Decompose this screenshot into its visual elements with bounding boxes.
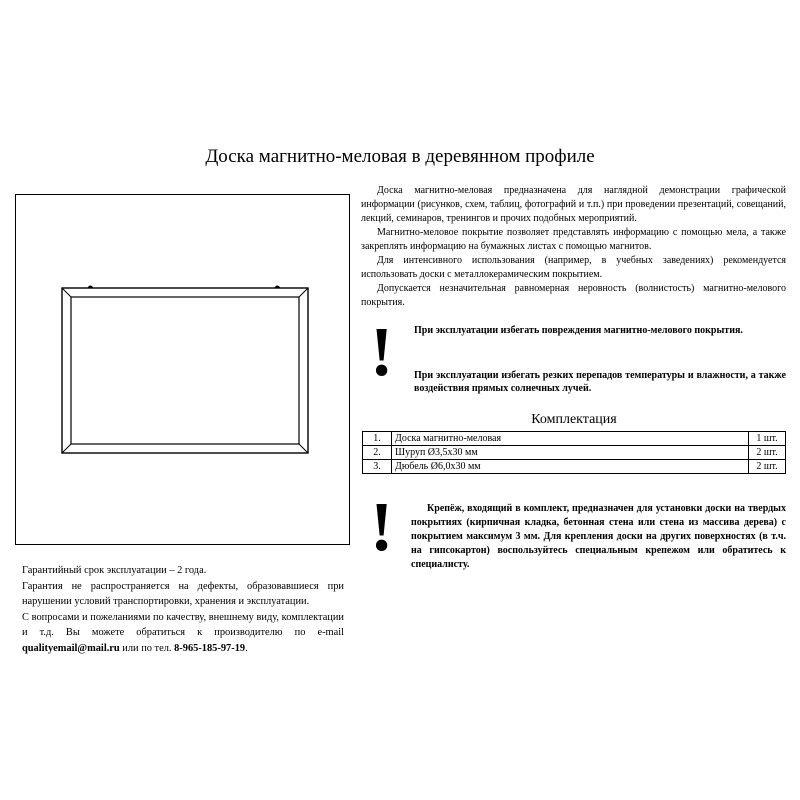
product-description (361, 184, 786, 310)
warning-exclamation-icon: ! (370, 489, 394, 566)
description-paragraph: Допускается незначительная равномерная неровность (волнистость) магнитно-мелового покрытия. (361, 283, 786, 308)
kit-row-number: 2. (363, 446, 392, 460)
warranty-info (22, 563, 344, 656)
contact-phone-prefix: или по тел. (119, 642, 175, 654)
warranty-exclusions: Гарантия не распространяется на дефекты, образовавшиеся при нарушении условий транспортировки, хранения и эксплуатации. (22, 580, 344, 607)
warning-exclamation-icon: ! (370, 314, 394, 391)
kit-table (362, 431, 786, 474)
kit-row-quantity: 2 шт. (749, 460, 786, 474)
kit-row-quantity: 2 шт. (749, 446, 786, 460)
warranty-period: Гарантийный срок эксплуатации – 2 года. (22, 565, 207, 576)
kit-row-item: Дюбель Ø6,0х30 мм (392, 460, 749, 474)
contact-email[interactable]: qualityemail@mail.ru (22, 642, 120, 654)
description-paragraph: Для интенсивного использования (например, в учебных заведениях) рекомендуется использовать доски с металлокерамическим покрытием. (361, 255, 786, 280)
kit-row-number: 1. (363, 432, 392, 446)
kit-row-number: 3. (363, 460, 392, 474)
warning-coating: При эксплуатации избегать повреждения магнитно-мелового покрытия. (414, 325, 743, 336)
warning-climate: При эксплуатации избегать резких перепадов температуры и влажности, а также воздействия прямых солнечных лучей. (414, 370, 786, 394)
kit-row-item: Доска магнитно-меловая (392, 432, 749, 446)
table-row (363, 446, 786, 460)
contact-phone[interactable]: 8-965-185-97-19 (174, 642, 246, 654)
description-paragraph: Магнитно-меловое покрытие позволяет представлять информацию с помощью мела, а также закреплять информацию на бумажных листах с помощью магнитов. (361, 227, 786, 252)
mounting-note: Крепёж, входящий в комплект, предназначен для установки доски на твердых покрытиях (кирпичная кладка, бетонная стена или стена из массива дерева) с покрытием максимум 3 мм. Для крепления доски на других поверхностях (в т.ч. на гипсокартон) воспользуйтесь специальным крепежом или обратитесь к специалисту. (411, 503, 786, 570)
table-row (363, 460, 786, 474)
contact-text: С вопросами и пожеланиями по качеству, внешнему виду, комплектации и т.д. Вы можете обратиться к производителю по e-mail (22, 611, 344, 638)
product-image (15, 194, 350, 545)
page-title: Доска магнитно-меловая в деревянном профиле (205, 146, 595, 167)
contact-suffix: . (245, 642, 248, 654)
kit-title: Комплектация (531, 412, 617, 427)
description-paragraph: Доска магнитно-меловая предназначена для наглядной демонстрации графической информации (рисунков, схем, таблиц, фотографий и т.п.) при проведении презентаций, совещаний, лекций, семинаров, тренингов и прочих подобных мероприятий. (361, 185, 786, 224)
kit-row-item: Шуруп Ø3,5х30 мм (392, 446, 749, 460)
warranty-contact (22, 610, 344, 657)
kit-row-quantity: 1 шт. (749, 432, 786, 446)
table-row (363, 432, 786, 446)
board-drawing (16, 195, 349, 544)
